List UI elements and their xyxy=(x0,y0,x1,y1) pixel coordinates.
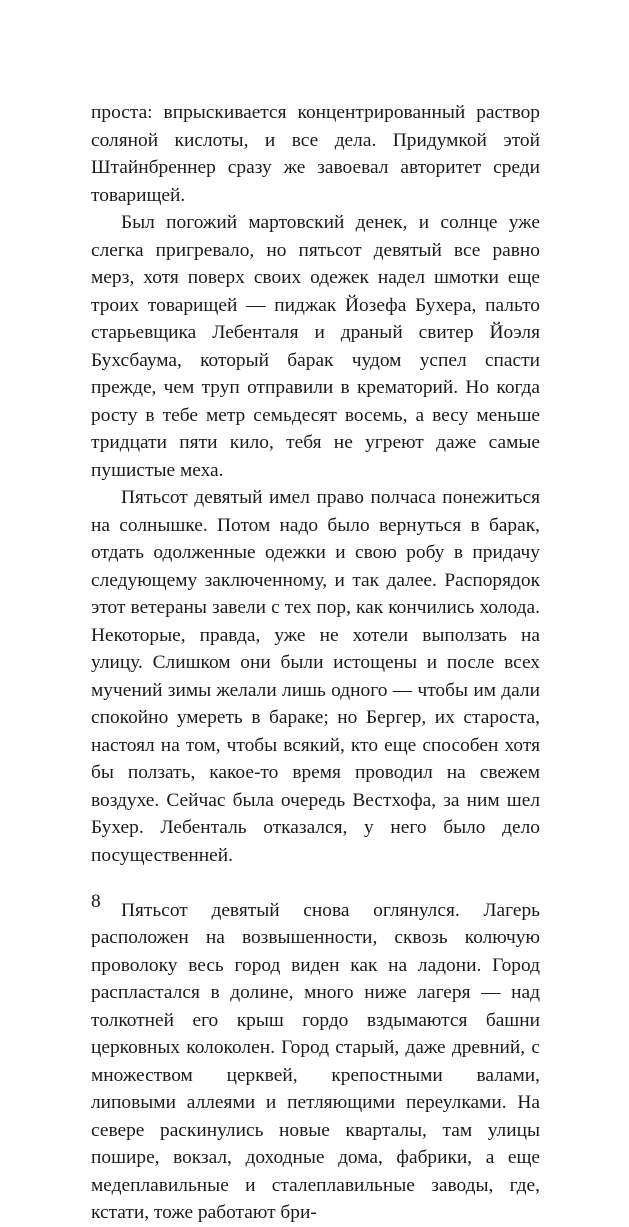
body-text xyxy=(91,99,540,1227)
paragraph-2: Был погожий мартовский денек, и солнце уже слегка пригревало, но пятьсот девятый все равно мерз, хотя поверх своих одежек надел шмотки еще троих товарищей — пиджак Йозефа Бухера, пальто старьевщика Лебенталя и драный свитер Йоэля Бухсбаума, который барак чудом успел спасти прежде, чем труп отправили в крематорий. Но когда росту в тебе метр семьдесят восемь, а весу меньше тридцати пяти кило, тебя не угреют даже самые пушистые меха. xyxy=(91,212,540,481)
paragraph-1: проста: впрыскивается концентрированный раствор соляной кислоты, и все дела. Придумкой этой Штайнбреннер сразу же завоевал авторитет среди товарищей. xyxy=(91,102,540,206)
paragraph-4: Пятьсот девятый снова оглянулся. Лагерь расположен на возвышенности, сквозь колючую проволоку весь город виден как на ладони. Город распластался в долине, много ниже лагеря — над толкотней его крыш гордо вздымаются башни церковных колоколен. Город старый, даже древний, с множеством церквей, крепостными валами, липовыми аллеями и петляющими переулками. На севере раскинулись новые кварталы, там улицы пошире, вокзал, доходные дома, фабрики, а еще медеплавильные и сталеплавильные заводы, где, кстати, тоже работают бри- xyxy=(91,899,540,1223)
paragraph-3: Пятьсот девятый имел право полчаса понежиться на солнышке. Потом надо было вернуться в барак, отдать одолженные одежки и свою робу в придачу следующему заключенному, и так далее. Распорядок этот ветераны завели с тех пор, как кончились холода. Некоторые, правда, уже не хотели выползать на улицу. Слишком они были истощены и после всех мучений зимы желали лишь одного — чтобы им дали спокойно умереть в бараке; но Бергер, их староста, настоял на том, чтобы всякий, кто еще способен хотя бы ползать, какое-то время проводил на свежем воздухе. Сейчас была очередь Вестхофа, за ним шел Бухер. Лебенталь отказался, у него было дело посущественней. xyxy=(91,487,540,866)
page-number: 8 xyxy=(91,891,101,912)
section-break xyxy=(91,869,540,897)
